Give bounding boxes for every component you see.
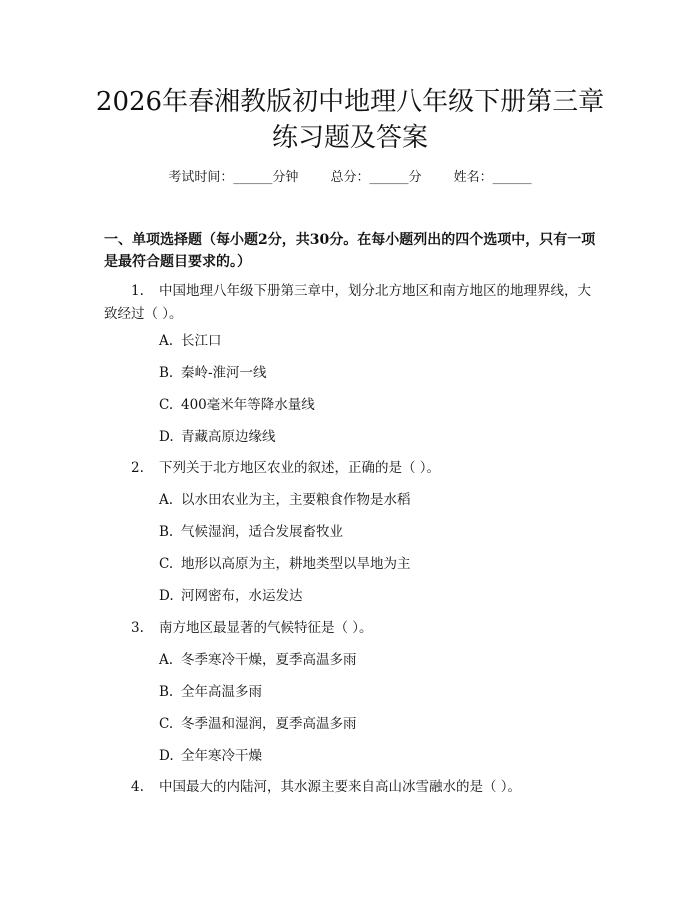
question-4 bbox=[131, 776, 601, 798]
exam-name: 姓名：______ bbox=[453, 170, 532, 185]
option-text: 长江口 bbox=[181, 333, 222, 349]
option-3a bbox=[159, 649, 599, 671]
option-letter: C. bbox=[159, 716, 174, 732]
document-title-line2: 练习题及答案 bbox=[271, 123, 428, 153]
option-text: 秦岭-淮河一线 bbox=[181, 365, 267, 381]
option-letter: B. bbox=[159, 365, 174, 381]
question-number: 4. bbox=[131, 779, 144, 795]
option-2a bbox=[159, 489, 599, 511]
option-1b bbox=[159, 362, 599, 384]
option-letter: C. bbox=[159, 556, 174, 572]
exam-info bbox=[0, 169, 700, 187]
option-text: 河网密布，水运发达 bbox=[181, 588, 303, 604]
option-1d bbox=[159, 426, 599, 448]
option-3c bbox=[159, 713, 599, 735]
option-2c bbox=[159, 553, 599, 575]
option-3d bbox=[159, 745, 599, 767]
question-number: 1. bbox=[131, 283, 144, 299]
option-2d bbox=[159, 585, 599, 607]
option-1c bbox=[159, 394, 599, 416]
option-text: 以水田农业为主，主要粮食作物是水稻 bbox=[181, 492, 411, 508]
section-heading-line1: 一、单项选择题（每小题2分，共30分。在每小题列出的四个选项中，只有一项 bbox=[104, 232, 596, 248]
option-text: 冬季温和湿润，夏季高温多雨 bbox=[181, 716, 357, 732]
option-text: 全年寒冷干燥 bbox=[181, 748, 262, 764]
question-text: 下列关于北方地区农业的叙述，正确的是（ ）。 bbox=[159, 460, 441, 476]
option-letter: A. bbox=[159, 333, 174, 349]
exam-time: 考试时间：______分钟 bbox=[168, 170, 299, 185]
option-letter: D. bbox=[159, 748, 174, 764]
option-letter: A. bbox=[159, 652, 174, 668]
option-text: 400毫米年等降水量线 bbox=[181, 397, 315, 413]
option-text: 全年高温多雨 bbox=[181, 684, 262, 700]
question-text: 中国最大的内陆河，其水源主要来自高山冰雪融水的是（ ）。 bbox=[159, 779, 522, 795]
option-text: 冬季寒冷干燥，夏季高温多雨 bbox=[181, 652, 357, 668]
section-heading-line2: 是最符合题目要求的。） bbox=[104, 254, 251, 270]
option-text: 青藏高原边缘线 bbox=[181, 429, 276, 445]
question-text: 南方地区最显著的气候特征是（ ）。 bbox=[159, 620, 373, 636]
option-text: 气候湿润，适合发展畜牧业 bbox=[181, 524, 343, 540]
question-3 bbox=[131, 617, 601, 639]
option-2b bbox=[159, 521, 599, 543]
option-1a bbox=[159, 330, 599, 352]
question-1 bbox=[131, 280, 601, 302]
option-letter: A. bbox=[159, 492, 174, 508]
question-2 bbox=[131, 457, 601, 479]
question-number: 2. bbox=[131, 460, 144, 476]
option-letter: D. bbox=[159, 588, 174, 604]
option-letter: C. bbox=[159, 397, 174, 413]
question-1-continuation: 致经过（ ）。 bbox=[104, 306, 183, 322]
exam-score: 总分：______分 bbox=[330, 170, 422, 185]
option-3b bbox=[159, 681, 599, 703]
option-letter: D. bbox=[159, 429, 174, 445]
document-title-line1: 2026年春湘教版初中地理八年级下册第三章 bbox=[95, 87, 605, 117]
question-text: 中国地理八年级下册第三章中，划分北方地区和南方地区的地理界线，大 bbox=[159, 283, 591, 299]
option-letter: B. bbox=[159, 684, 174, 700]
option-letter: B. bbox=[159, 524, 174, 540]
option-text: 地形以高原为主，耕地类型以旱地为主 bbox=[181, 556, 411, 572]
question-number: 3. bbox=[131, 620, 144, 636]
